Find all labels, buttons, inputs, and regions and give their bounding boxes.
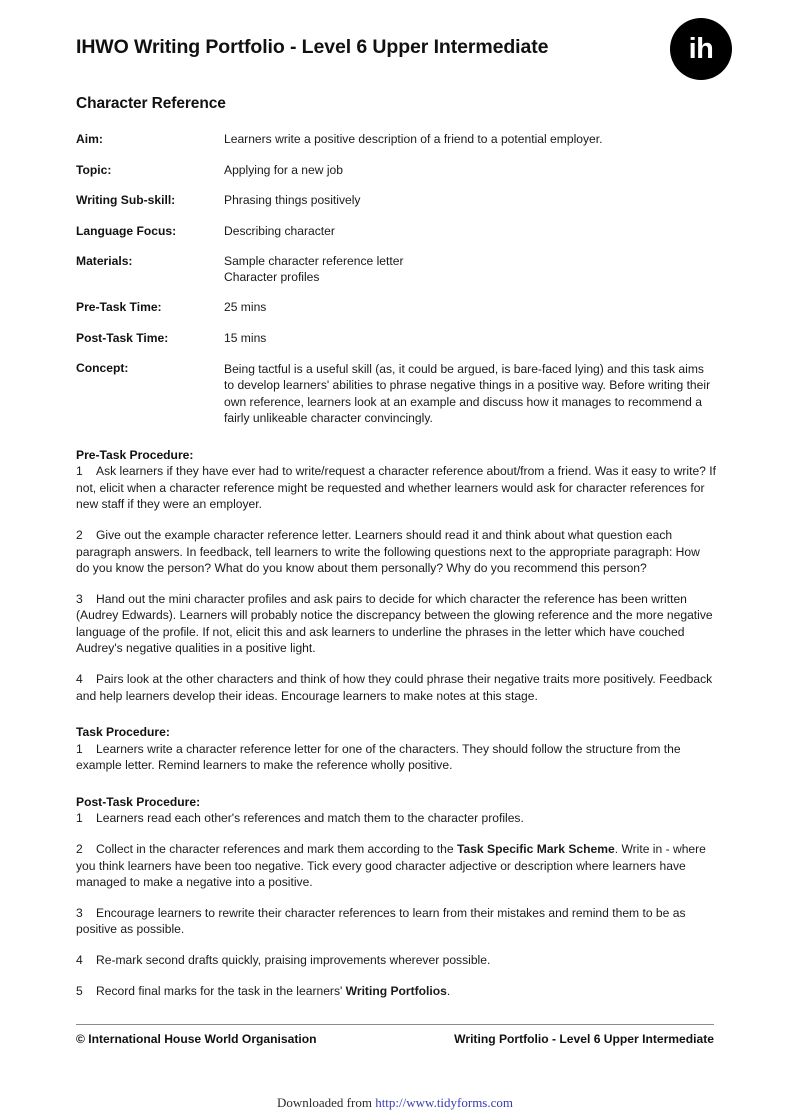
- table-row: [76, 254, 716, 300]
- step-number: 5: [76, 983, 83, 998]
- meta-label-aim: Aim:: [76, 132, 103, 146]
- table-row: [76, 361, 716, 427]
- post-task-step-2: [76, 841, 716, 891]
- meta-value-post-task-time: 15 mins: [224, 330, 267, 345]
- step-number: 3: [76, 905, 83, 920]
- step-text: Ask learners if they have ever had to write/request a character reference about/from a friend. Was it easy to write? If not, elicit when a character reference might be requested and whether learners would ask for character references for new staff if they were an employer.: [76, 464, 716, 512]
- table-row: [76, 300, 716, 331]
- section-title: Character Reference: [76, 95, 226, 112]
- page-title: IHWO Writing Portfolio - Level 6 Upper Intermediate: [76, 36, 549, 58]
- post-task-step-3: [76, 905, 716, 938]
- footer-copyright: © International House World Organisation: [76, 1032, 317, 1046]
- meta-value-writing-sub-skill: Phrasing things positively: [224, 193, 361, 207]
- mark-scheme-emphasis: Task Specific Mark Scheme: [456, 842, 615, 857]
- download-attribution: [0, 1095, 790, 1111]
- meta-label-materials: Materials:: [76, 254, 133, 268]
- page-footer: [76, 1024, 714, 1046]
- step-text: Encourage learners to rewrite their character references to learn from their mistakes and remind them to be as positive as possible.: [76, 905, 686, 937]
- post-task-procedure-heading: Post-Task Procedure:: [76, 794, 201, 809]
- post-task-step-4: [76, 952, 716, 969]
- meta-value-language-focus: Describing character: [224, 223, 335, 238]
- task-procedure-heading: Task Procedure:: [76, 725, 170, 740]
- step-number: 4: [76, 953, 83, 967]
- step-number: 3: [76, 591, 83, 606]
- step-number: 1: [76, 464, 83, 479]
- pre-task-procedure-heading: Pre-Task Procedure:: [76, 447, 194, 462]
- meta-value-aim: Learners write a positive description of a friend to a potential employer.: [224, 132, 603, 146]
- pre-task-procedure-section: [76, 447, 716, 705]
- meta-value-concept: Being tactful is a useful skill (as, it could be argued, is bare-faced lying) and this task aims to develop learners' abilities to phrase negative things in a positive way. Before writing their own reference, learners look at an example and discuss how it manages to recommend a fairly unlikeable character convincingly.: [224, 362, 711, 426]
- meta-label-pre-task-time: Pre-Task Time:: [76, 300, 162, 314]
- footer-divider: [76, 1024, 714, 1025]
- step-text: Pairs look at the other characters and think of how they could phrase their negative traits more positively. Feedback and help learners develop their ideas. Encourage learners to make notes at this stage.: [76, 672, 713, 703]
- step-text-before: Record final marks for the task in the learners': [96, 983, 346, 998]
- step-number: 1: [76, 741, 83, 756]
- pre-task-step-2: [76, 527, 716, 577]
- step-text: Learners write a character reference letter for one of the characters. They should follow the structure from the example letter. Remind learners to make the reference wholly positive.: [76, 741, 681, 773]
- post-task-step-5: [76, 983, 716, 1000]
- step-text: Hand out the mini character profiles and ask pairs to decide for which character the reference has been written (Audrey Edwards). Learners will probably notice the discrepancy between the glowing reference and the more negative language of the profile. If not, elicit this and ask learners to underline the phrases in the letter which have couched Audrey's negative qualities in a positive light.: [76, 591, 713, 656]
- post-task-step-1: [76, 810, 716, 827]
- meta-label-post-task-time: Post-Task Time:: [76, 330, 169, 345]
- pre-task-step-1: [76, 463, 716, 513]
- step-text-before: Collect in the character references and mark them according to the: [96, 842, 457, 857]
- table-row: [76, 132, 716, 163]
- lesson-meta-table: [76, 132, 716, 427]
- pre-task-step-4: [76, 671, 716, 704]
- meta-label-language-focus: Language Focus:: [76, 223, 177, 238]
- step-number: 1: [76, 811, 83, 826]
- footer-row: [76, 1032, 714, 1046]
- task-procedure-section: [76, 724, 716, 774]
- step-text: Learners read each other's references and match them to the character profiles.: [96, 811, 524, 826]
- table-row: [76, 193, 716, 224]
- step-number: 4: [76, 672, 83, 687]
- tidyforms-link[interactable]: http://www.tidyforms.com: [375, 1095, 514, 1110]
- step-text: Re-mark second drafts quickly, praising improvements wherever possible.: [96, 953, 491, 967]
- meta-label-writing-sub-skill: Writing Sub-skill:: [76, 193, 176, 207]
- footer-portfolio-label: Writing Portfolio - Level 6 Upper Intermediate: [454, 1032, 714, 1046]
- meta-value-materials: [224, 254, 716, 300]
- table-row: [76, 331, 716, 362]
- table-row: [76, 224, 716, 255]
- task-step-1: [76, 741, 716, 774]
- meta-value-materials-line-1: Sample character reference letter: [224, 254, 404, 268]
- meta-value-topic: Applying for a new job: [224, 162, 343, 177]
- pre-task-step-3: [76, 591, 716, 657]
- post-task-procedure-section: [76, 794, 716, 999]
- ih-logo: [670, 18, 732, 80]
- table-row: [76, 163, 716, 194]
- step-number: 2: [76, 527, 83, 542]
- step-text-after: . Write in - where you think learners have been too negative. Tick every good character adjective or description where learners have managed to make a negative into a positive.: [76, 842, 706, 890]
- meta-label-concept: Concept:: [76, 361, 129, 375]
- meta-value-pre-task-time: 25 mins: [224, 300, 267, 314]
- logo-text: ih: [688, 32, 714, 65]
- meta-label-topic: Topic:: [76, 162, 112, 177]
- download-prefix: Downloaded from: [276, 1095, 376, 1110]
- step-text: Give out the example character reference letter. Learners should read it and think about what question each paragraph answers. In feedback, tell learners to write the following questions next to the appropriate paragraph: How do you know the person? What do you know about them personally? Why do you recommend this person?: [76, 527, 700, 576]
- document-content: [76, 95, 716, 999]
- writing-portfolios-emphasis: Writing Portfolios: [345, 983, 447, 998]
- page-header: [76, 18, 732, 80]
- meta-value-materials-line-2: Character profiles: [224, 269, 320, 284]
- step-text-after: .: [446, 983, 451, 998]
- step-number: 2: [76, 842, 83, 857]
